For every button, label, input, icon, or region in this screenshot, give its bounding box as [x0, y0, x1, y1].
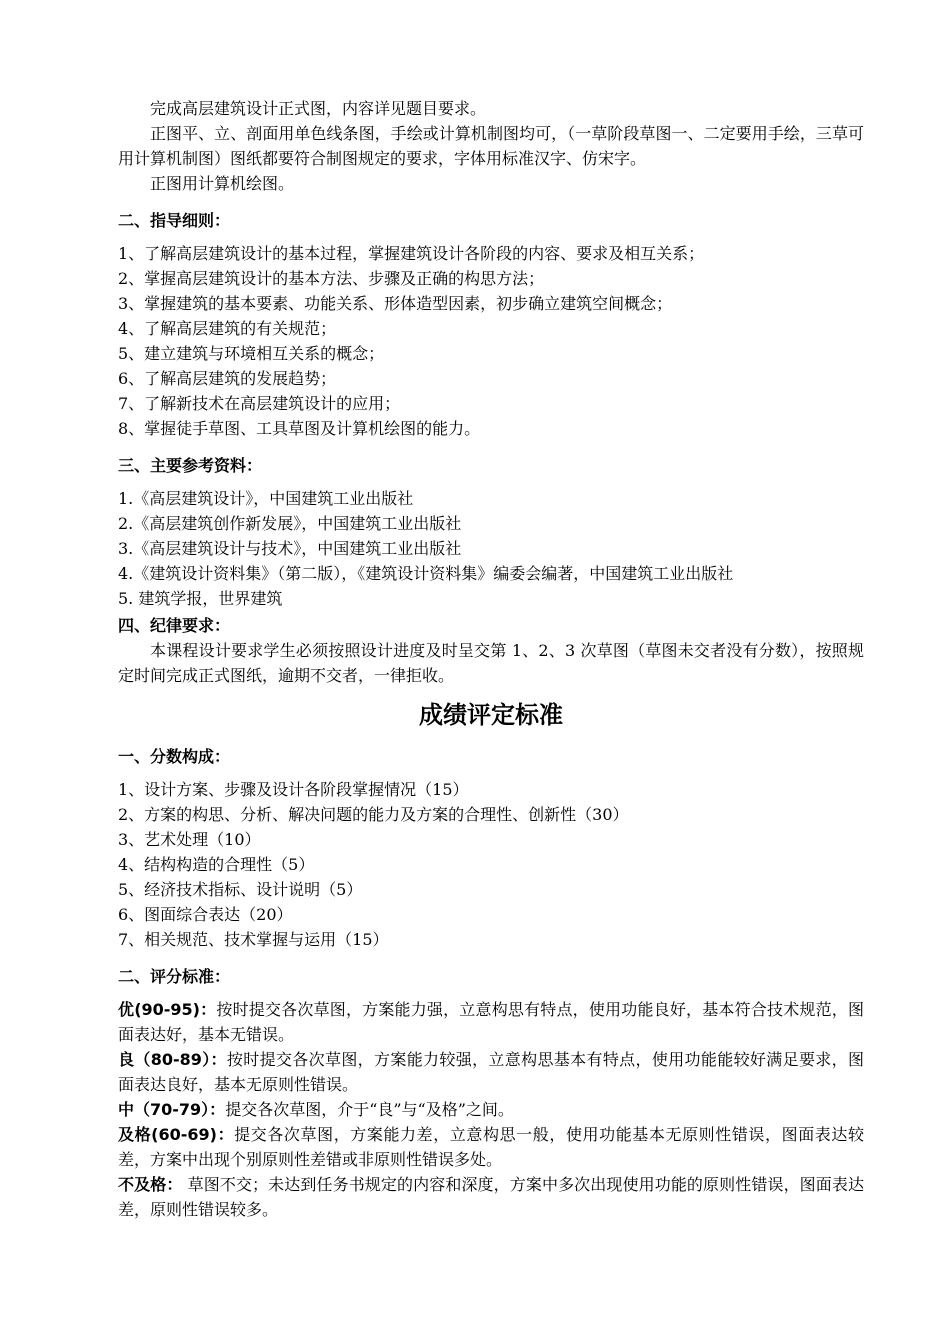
discipline-paragraph: 本课程设计要求学生必须按照设计进度及时呈交第 1、2、3 次草图（草图未交者没有分数），按照规定时间完成正式图纸，逾期不交者，一律拒收。	[118, 641, 864, 685]
list-item: 3.《高层建筑设计与技术》，中国建筑工业出版社	[118, 539, 462, 558]
list-item: 6、图面综合表达（20）	[118, 905, 293, 924]
list-item: 5、建立建筑与环境相互关系的概念；	[118, 344, 385, 363]
grade-term: 优(90-95)：	[118, 1000, 217, 1019]
list-item: 7、了解新技术在高层建筑设计的应用；	[118, 394, 401, 413]
list-item: 6、了解高层建筑的发展趋势；	[118, 369, 337, 388]
list-item: 5、经济技术指标、设计说明（5）	[118, 880, 363, 899]
list-item: 2、掌握高层建筑设计的基本方法、步骤及正确的构思方法；	[118, 269, 545, 288]
grade-term: 及格(60-69)：	[118, 1125, 235, 1144]
intro-paragraph-2: 正图平、立、剖面用单色线条图，手绘或计算机制图均可，（一草阶段草图一、二定要用手绘，三草可用计算机制图）图纸都要符合制图规定的要求，字体用标准汉字、仿宋字。	[118, 124, 864, 168]
grade-term: 良（80-89）：	[118, 1050, 227, 1069]
criterion-fail	[118, 1172, 864, 1222]
intro-paragraph-1: 完成高层建筑设计正式图，内容详见题目要求。	[150, 99, 487, 118]
references-list	[118, 486, 864, 611]
section-discipline-heading: 四、纪律要求：	[118, 616, 231, 635]
grade-term: 中（70-79）：	[118, 1100, 226, 1119]
list-item: 1.《高层建筑设计》，中国建筑工业出版社	[118, 489, 414, 508]
list-item: 1、了解高层建筑设计的基本过程，掌握建筑设计各阶段的内容、要求及相互关系；	[118, 244, 705, 263]
list-item: 2.《高层建筑创作新发展》，中国建筑工业出版社	[118, 514, 462, 533]
score-composition-list	[118, 777, 864, 952]
grading-criteria-heading: 二、评分标准：	[118, 967, 231, 986]
grade-description: 提交各次草图，介于“良”与“及格”之间。	[225, 1100, 514, 1119]
intro-paragraph-3: 正图用计算机绘图。	[150, 174, 295, 193]
document-page	[118, 96, 864, 1222]
section-references-heading: 三、主要参考资料：	[118, 456, 263, 475]
criterion-good	[118, 1047, 864, 1097]
grade-description: 提交各次草图，方案能力差，立意构思一般，使用功能基本无原则性错误，图面表达较差，方案中出现个别原则性差错或非原则性错误多处。	[118, 1125, 864, 1169]
guidelines-list	[118, 241, 864, 441]
grading-title: 成绩评定标准	[419, 701, 563, 729]
list-item: 4.《建筑设计资料集》（第二版），《建筑设计资料集》编委会编著，中国建筑工业出版社	[118, 564, 734, 583]
grade-description: 按时提交各次草图，方案能力较强，立意构思基本有特点，使用功能能较好满足要求，图面表达良好，基本无原则性错误。	[118, 1050, 864, 1094]
list-item: 4、结构构造的合理性（5）	[118, 855, 315, 874]
score-composition-heading: 一、分数构成：	[118, 747, 231, 766]
grade-description: 按时提交各次草图，方案能力强，立意构思有特点，使用功能良好，基本符合技术规范，图面表达好，基本无错误。	[118, 1000, 864, 1044]
list-item: 4、了解高层建筑的有关规范；	[118, 319, 337, 338]
section-guidelines-heading: 二、指导细则：	[118, 211, 231, 230]
list-item: 5. 建筑学报，世界建筑	[118, 589, 283, 608]
list-item: 3、艺术处理（10）	[118, 830, 261, 849]
list-item: 1、设计方案、步骤及设计各阶段掌握情况（15）	[118, 780, 469, 799]
list-item: 8、掌握徒手草图、工具草图及计算机绘图的能力。	[118, 419, 481, 438]
list-item: 7、相关规范、技术掌握与运用（15）	[118, 930, 389, 949]
grade-description: 草图不交；未达到任务书规定的内容和深度，方案中多次出现使用功能的原则性错误，图面表达差，原则性错误较多。	[118, 1175, 864, 1219]
criterion-excellent	[118, 997, 864, 1047]
list-item: 3、掌握建筑的基本要素、功能关系、形体造型因素，初步确立建筑空间概念；	[118, 294, 673, 313]
list-item: 2、方案的构思、分析、解决问题的能力及方案的合理性、创新性（30）	[118, 805, 629, 824]
criterion-medium	[118, 1097, 864, 1122]
grade-term: 不及格：	[118, 1175, 183, 1194]
criterion-pass	[118, 1122, 864, 1172]
